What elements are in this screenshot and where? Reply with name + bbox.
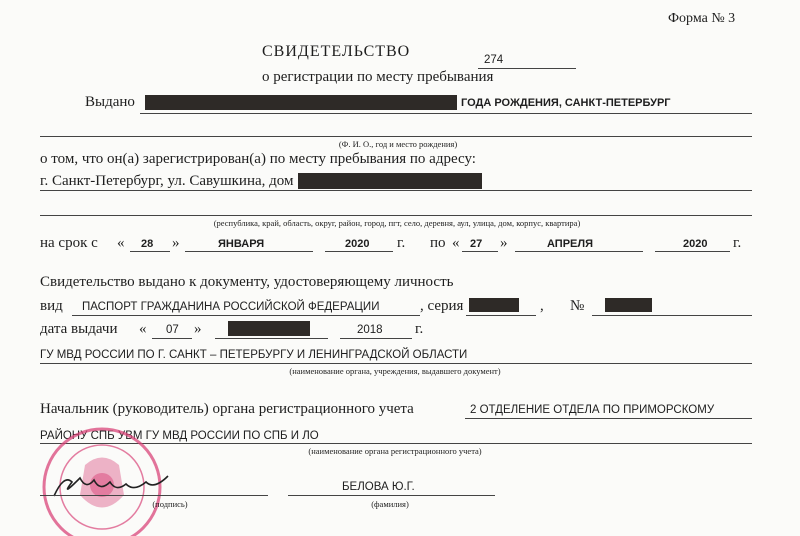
document-subtitle: о регистрации по месту пребывания [262, 69, 494, 85]
address: г. Санкт-Петербург, ул. Савушкина, дом [40, 173, 294, 189]
doc-type-value: ПАСПОРТ ГРАЖДАНИНА РОССИЙСКОЙ ФЕДЕРАЦИИ [82, 301, 380, 313]
doc-type-label: вид [40, 298, 63, 314]
year-suffix: г. [733, 235, 742, 251]
form-number: Форма № 3 [668, 11, 736, 26]
redacted-series [469, 298, 519, 312]
issue-day: 07 [166, 324, 179, 336]
year-suffix: г. [397, 235, 406, 251]
term-from-day: 28 [141, 238, 154, 250]
redacted-address [298, 173, 482, 189]
head-label: Начальник (руководитель) органа регистрационного учета [40, 401, 414, 417]
office-line2: РАЙОНУ СПБ УВМ ГУ МВД РОССИИ ПО СПБ И ЛО [40, 430, 319, 442]
issue-year: 2018 [357, 324, 383, 336]
birth-info: ГОДА РОЖДЕНИЯ, САНКТ-ПЕТЕРБУРГ [461, 97, 671, 109]
term-from-year: 2020 [345, 238, 370, 250]
doc-issuer: ГУ МВД РОССИИ ПО Г. САНКТ – ПЕТЕРБУРГУ И ЛЕНИНГРАДСКОЙ ОБЛАСТИ [40, 349, 468, 361]
registered-text: о том, что он(а) зарегистрирован(а) по месту пребывания по адресу: [40, 151, 476, 167]
redacted-number [605, 298, 652, 312]
certificate-number: 274 [484, 54, 504, 66]
term-to-label: по [430, 235, 446, 251]
term-to-month: АПРЕЛЯ [547, 238, 594, 250]
series-label: , серия [420, 298, 464, 314]
caption-address: (республика, край, область, округ, район, город, пгт, село, деревня, аул, улица, дом, корпус, квартира) [213, 218, 581, 228]
caption-fio: (Ф. И. О., год и место рождения) [338, 139, 458, 149]
quote: » [172, 235, 180, 251]
office-line1: 2 ОТДЕЛЕНИЕ ОТДЕЛА ПО ПРИМОРСКОМУ [470, 404, 715, 416]
issued-to-label: Выдано [85, 94, 135, 110]
surname: БЕЛОВА Ю.Г. [342, 481, 415, 493]
term-to-year: 2020 [683, 238, 708, 250]
term-label: на срок с [40, 235, 98, 251]
quote: « [452, 235, 460, 251]
term-to-day: 27 [470, 238, 483, 250]
redacted-name [145, 95, 457, 110]
year-suffix: г. [415, 321, 424, 337]
term-from-month: ЯНВАРЯ [218, 238, 265, 250]
redacted-issue-month [228, 321, 310, 336]
comma: , [540, 298, 544, 314]
caption-office: (наименование органа регистрационного учета) [308, 446, 482, 456]
issue-date-label: дата выдачи [40, 321, 118, 337]
signature-caption: (подпись) [152, 499, 188, 509]
number-label: № [570, 298, 585, 314]
document-title: СВИДЕТЕЛЬСТВО [262, 43, 411, 60]
caption-issuer: (наименование органа, учреждения, выдавшего документ) [289, 366, 501, 376]
quote: » [500, 235, 508, 251]
quote: « [117, 235, 125, 251]
surname-caption: (фамилия) [371, 499, 409, 509]
document-intro: Свидетельство выдано к документу, удостоверяющему личность [40, 274, 454, 290]
quote: « [139, 321, 147, 337]
quote: » [194, 321, 202, 337]
